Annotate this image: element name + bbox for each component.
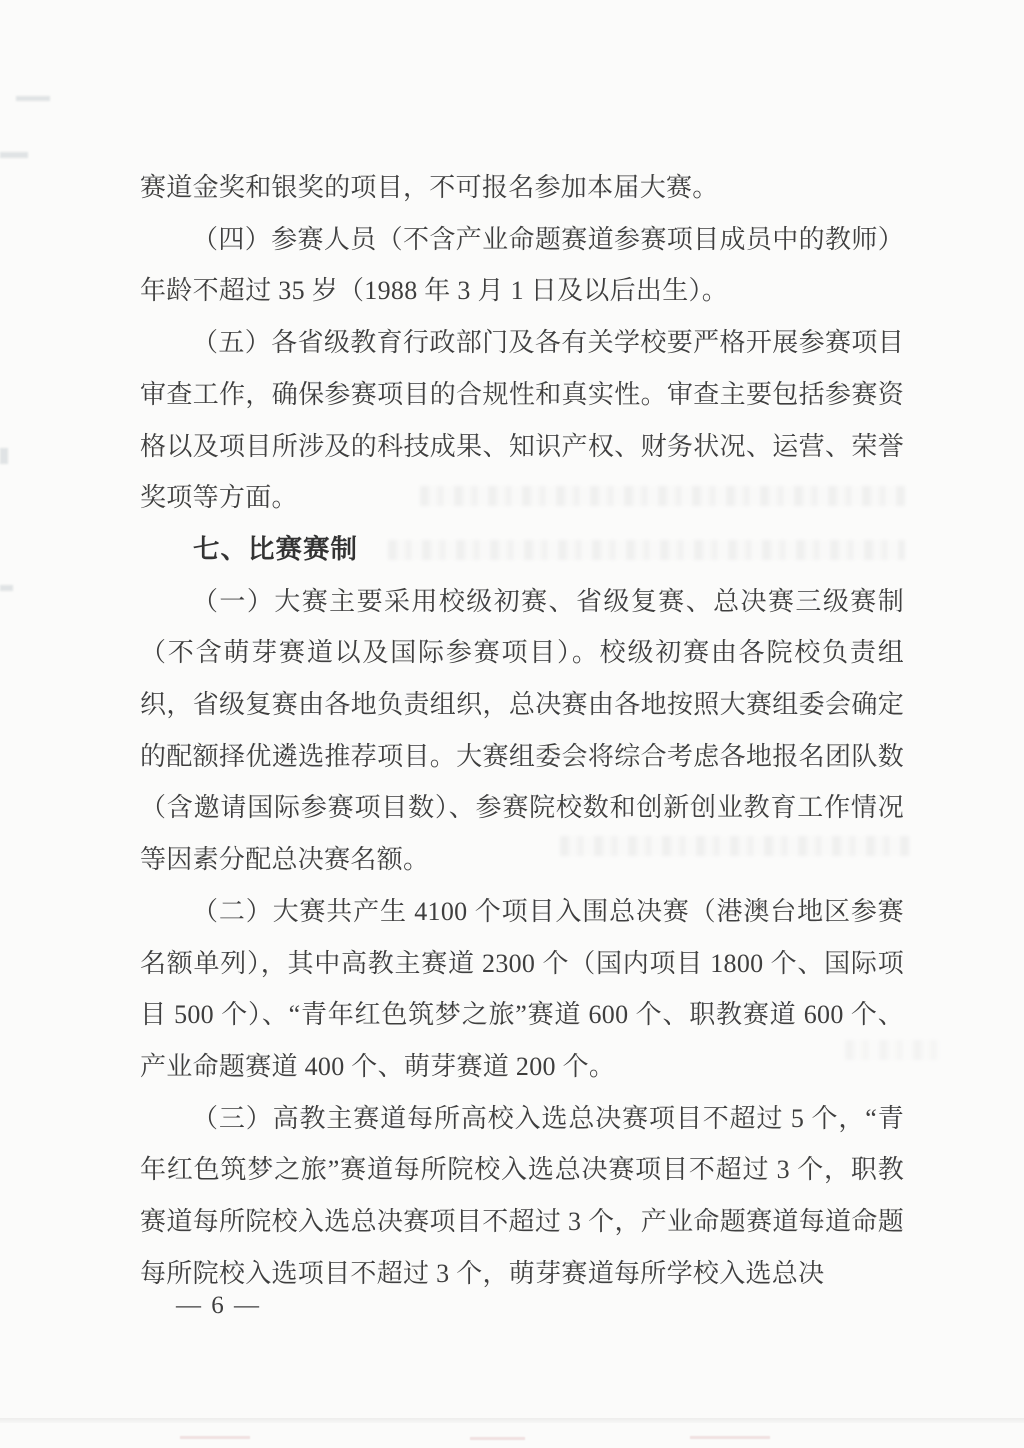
scan-edge-artifact xyxy=(16,96,50,101)
scan-edge-artifact xyxy=(0,152,28,158)
scan-speck xyxy=(470,1437,525,1440)
scan-speck xyxy=(180,1436,250,1439)
document-body xyxy=(140,162,904,1299)
scan-edge-artifact xyxy=(0,448,8,464)
scan-seam-line xyxy=(0,1418,1024,1423)
scan-speck xyxy=(690,1436,770,1439)
paragraph-continuation: 赛道金奖和银奖的项目，不可报名参加本届大赛。 xyxy=(140,173,719,202)
paragraph-item-4: （四）参赛人员（不含产业命题赛道参赛项目成员中的教师）年龄不超过 35 岁（1988 年 3 月 1 日及以后出生）。 xyxy=(140,224,904,306)
paragraph-item-5: （五）各省级教育行政部门及各有关学校要严格开展参赛项目审查工作，确保参赛项目的合规性和真实性。审查主要包括参赛资格以及项目所涉及的科技成果、知识产权、财务状况、运营、荣誉奖项等方面。 xyxy=(140,328,904,513)
paragraph-rule-2: （二）大赛共产生 4100 个项目入围总决赛（港澳台地区参赛名额单列），其中高教主赛道 2300 个（国内项目 1800 个、国际项目 500 个）、“青年红色筑梦之旅”赛道 600 个、职教赛道 600 个、产业命题赛道 400 个、萌芽赛道 200 个。 xyxy=(140,896,904,1081)
section-heading-competition-format: 七、比赛赛制 xyxy=(193,533,358,564)
page-number: — 6 — xyxy=(176,1292,261,1319)
paragraph-rule-3: （三）高教主赛道每所高校入选总决赛项目不超过 5 个，“青年红色筑梦之旅”赛道每所院校入选总决赛项目不超过 3 个，职教赛道每所院校入选总决赛项目不超过 3 个，产业命题赛道每道命题每所院校入选项目不超过 3 个，萌芽赛道每所学校入选总决 xyxy=(140,1103,904,1288)
paragraph-rule-1: （一）大赛主要采用校级初赛、省级复赛、总决赛三级赛制（不含萌芽赛道以及国际参赛项目）。校级初赛由各院校负责组织，省级复赛由各地负责组织，总决赛由各地按照大赛组委会确定的配额择优遴选推荐项目。大赛组委会将综合考虑各地报名团队数（含邀请国际参赛项目数）、参赛院校数和创新创业教育工作情况等因素分配总决赛名额。 xyxy=(140,586,904,875)
scan-edge-artifact xyxy=(0,585,13,591)
